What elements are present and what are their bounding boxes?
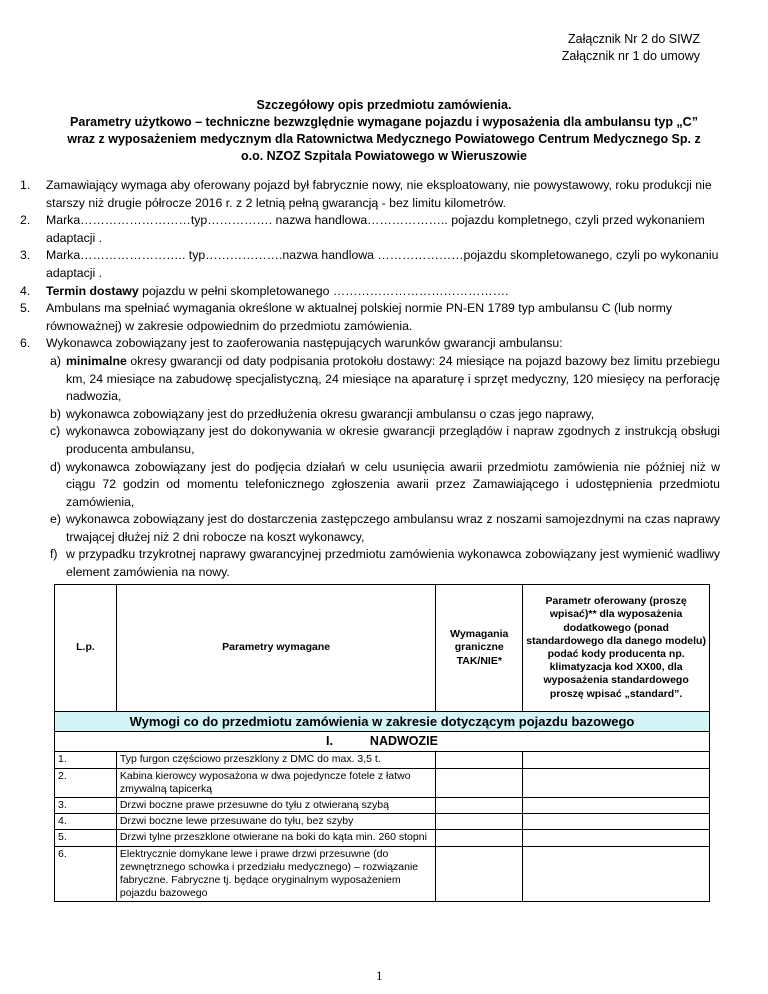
page-number: 1 — [376, 968, 383, 983]
attachment-line-2: Załącznik nr 1 do umowy — [561, 49, 700, 63]
parameters-table — [54, 584, 710, 902]
table-header-row — [55, 585, 710, 712]
limit-cell — [436, 798, 523, 814]
offer-cell[interactable] — [523, 846, 710, 902]
offer-cell[interactable] — [523, 752, 710, 768]
section-heading — [55, 732, 710, 752]
requirements-list — [20, 177, 720, 582]
table-row: 5. Drzwi tylne przeszklone otwierane na boki do kąta min. 260 stopni — [55, 830, 710, 846]
section-number: I. — [326, 734, 333, 749]
offer-cell[interactable] — [523, 830, 710, 846]
table-row: 4. Drzwi boczne lewe przesuwane do tyłu, bez szyby — [55, 814, 710, 830]
header-params: Parametry wymagane — [116, 585, 435, 712]
table-row: 3. Drzwi boczne prawe przesuwne do tyłu z otwieraną szybą — [55, 798, 710, 814]
sublist-item: c) wykonawca zobowiązany jest do dokonywania w okresie gwarancji przeglądów i napraw zgodnych z instrukcją obsługi producenta ambulansu, — [50, 424, 720, 456]
table-row: 2. Kabina kierowcy wyposażona w dwa pojedyncze fotele z łatwo zmywalną tapicerką — [55, 768, 710, 797]
header-lp: L.p. — [55, 585, 117, 712]
offer-cell[interactable] — [523, 768, 710, 797]
warranty-sublist — [46, 353, 720, 582]
list-item: 6. Wykonawca zobowiązany jest to zaoferowania następujących warunków gwarancji ambulansu: a) minimalne okresy gwarancji od daty podpisania protokołu dostawy: 24 miesiące na pojazd bazowy bez limitu przebiegu km, 24 miesiące na zabudowę specjalistyczną, 24 miesiące na aparaturę i sprzęt medyczny, 120 miesięcy na perforację nadwozia, b) wykonawca zobowiązany jest do przedłużenia okresu gwarancji ambulansu o czas jego naprawy, c) wykonawca zobowiązany jest do dokonywania w okresie gwarancji przeglądów i napraw zgodnych z instrukcją obsługi producenta ambulansu, d) wykonawca zobowiązany jest do podjęcia działań w celu usunięcia awarii przedmiotu zamówienia nie później niż w ciągu 72 godzin od momentu telefonicznego zgłoszenia awarii przez Zamawiającego i udostępnienia przedmiotu zamówienia, e) wykonawca zobowiązany jest do dostarczenia zastępczego ambulansu wraz z noszami samojezdnymi na czas naprawy trwającej dłużej niż 2 dni robocze na koszt wykonawcy, f) w przypadku trzykrotnej naprawy gwarancyjnej przedmiotu zamówienia wykonawca zobowiązany jest wymienić wadliwy element zamówienia na nowy. — [20, 335, 720, 581]
list-item: 4. Termin dostawy pojazdu w pełni skompletowanego ……………………………………. — [20, 283, 509, 298]
table-row: 6. Elektrycznie domykane lewe i prawe drzwi przesuwne (do zewnętrznego schowka i przedziału medycznego) – rozwiązanie fabryczne. Fabryczne tj. będące oryginalnym wyposażeniem pojazdu bazowego — [55, 846, 710, 902]
title-line-2: Parametry użytkowo – techniczne bezwzględnie wymagane pojazdu i wyposażenia dla ambulansu typ „C” — [70, 115, 698, 129]
sublist-item: d) wykonawca zobowiązany jest do podjęcia działań w celu usunięcia awarii przedmiotu zamówienia nie później niż w ciągu 72 godzin od momentu telefonicznego zgłoszenia awarii przez Zamawiającego i udostępnienia przedmiotu zamówienia, — [50, 459, 720, 509]
limit-cell — [436, 752, 523, 768]
section-band: Wymogi co do przedmiotu zamówienia w zakresie dotyczącym pojazdu bazowego — [55, 712, 710, 732]
title-line-3: wraz z wyposażeniem medycznym dla Ratownictwa Medycznego Powiatowego Centrum Medycznego Sp. z — [67, 132, 701, 146]
offer-cell[interactable] — [523, 798, 710, 814]
sublist-item: e) wykonawca zobowiązany jest do dostarczenia zastępczego ambulansu wraz z noszami samojezdnymi na czas naprawy trwającej dłużej niż 2 dni robocze na koszt wykonawcy, — [50, 512, 720, 544]
table-row: 1. Typ furgon częściowo przeszklony z DMC do max. 3,5 t. — [55, 752, 710, 768]
limit-cell — [436, 830, 523, 846]
header-limit: Wymagania graniczne TAK/NIE* — [436, 585, 523, 712]
attachment-line-1: Załącznik Nr 2 do SIWZ — [568, 32, 700, 46]
list-item: 2. Marka………………………typ……………. nazwa handlowa……………….. pojazdu kompletnego, czyli przed wykonaniem adaptacji . — [20, 213, 705, 245]
section-name: NADWOZIE — [369, 734, 438, 749]
sublist-item: b) wykonawca zobowiązany jest do przedłużenia okresu gwarancji ambulansu o czas jego naprawy, — [50, 406, 595, 421]
document-title — [52, 97, 716, 165]
sublist-item: f) w przypadku trzykrotnej naprawy gwarancyjnej przedmiotu zamówienia wykonawca zobowiązany jest wymienić wadliwy element zamówienia na nowy. — [50, 547, 720, 580]
limit-cell — [436, 846, 523, 902]
title-line-4: o.o. NZOZ Szpitala Powiatowego w Wieruszowie — [240, 149, 528, 163]
band-row — [55, 712, 710, 732]
header-offer: Parametr oferowany (proszę wpisać)** dla wyposażenia dodatkowego (ponad standardowego dla danego modelu) podać kody producenta np. klimatyzacja kod XX00, dla wyposażenia standardowego proszę wpisać „standard”. — [523, 585, 710, 712]
title-line-1: Szczegółowy opis przedmiotu zamówienia. — [256, 98, 512, 112]
attachment-header — [562, 31, 700, 65]
limit-cell — [436, 768, 523, 797]
list-item: 1. Zamawiający wymaga aby oferowany pojazd był fabrycznie nowy, nie eksploatowany, nie powystawowy, roku produkcji nie starszy niż drugie półrocze 2016 r. z 2 letnią pełną gwarancją - bez limitu kilometrów. — [20, 178, 712, 210]
sublist-item: a) minimalne okresy gwarancji od daty podpisania protokołu dostawy: 24 miesiące na pojazd bazowy bez limitu przebiegu km, 24 miesiące na zabudowę specjalistyczną, 24 miesiące na aparaturę i sprzęt medyczny, 120 miesięcy na perforację nadwozia, — [50, 353, 720, 404]
list-item: 3. Marka…………………….. typ……………….nazwa handlowa …………………pojazdu skompletowanego, czyli po wykonaniu adaptacji . — [20, 248, 719, 280]
list-item: 5. Ambulans ma spełniać wymagania określone w aktualnej polskiej normie PN-EN 1789 typ ambulansu C (lub normy równoważnej) w zakresie odpowiednim do przedmiotu zamówienia. — [20, 301, 673, 333]
offer-cell[interactable] — [523, 814, 710, 830]
section-row — [55, 732, 710, 752]
limit-cell — [436, 814, 523, 830]
